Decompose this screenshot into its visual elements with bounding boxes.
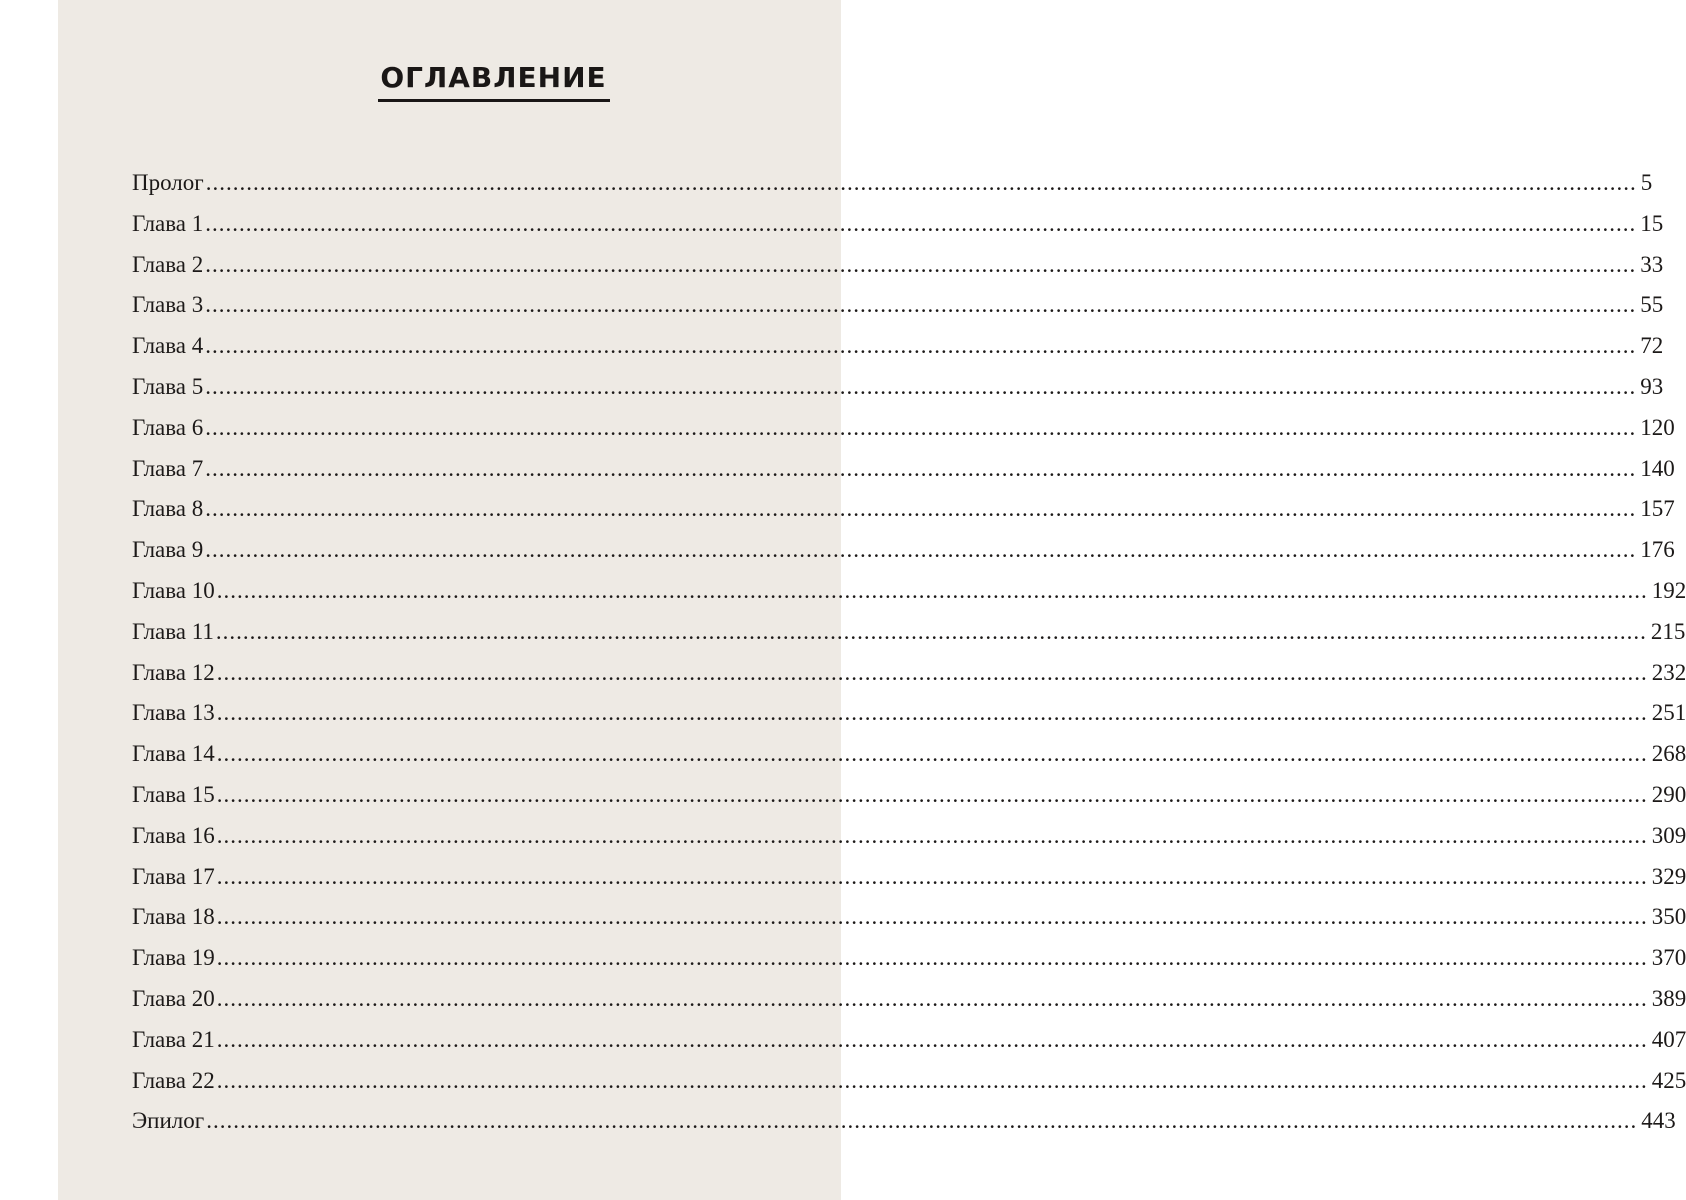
dot-leader [217, 573, 1648, 609]
toc-entry [132, 981, 1686, 1022]
toc-entry [132, 859, 1686, 900]
toc-entry-title: Пролог [132, 170, 204, 195]
toc-entry-page: 15 [1640, 210, 1664, 236]
toc-entry [132, 1063, 1686, 1104]
toc-entry-title: Глава 1 [132, 210, 204, 236]
dot-leader [205, 491, 1636, 527]
toc-entry-page: 370 [1651, 945, 1686, 971]
toc-entry-title: Глава 17 [132, 863, 215, 889]
toc-entry [132, 1022, 1686, 1063]
dot-leader [217, 1063, 1648, 1099]
dot-leader [205, 532, 1636, 568]
toc-entry-page: 120 [1640, 414, 1675, 440]
toc-entry [132, 451, 1675, 492]
toc-entry-title: Глава 22 [132, 1067, 215, 1093]
toc-entry-page: 232 [1651, 659, 1686, 685]
toc-entry-title: Глава 7 [132, 455, 204, 481]
toc-entry-page: 290 [1651, 781, 1686, 807]
toc-entry-page: 425 [1651, 1067, 1686, 1093]
toc-entry-title: Глава 5 [132, 373, 204, 399]
dot-leader [217, 981, 1648, 1017]
dot-leader [217, 655, 1648, 691]
toc-entry-page: 268 [1651, 741, 1686, 767]
toc-entry-title: Глава 9 [132, 537, 204, 563]
toc-entry [132, 491, 1675, 532]
toc-entry [132, 940, 1686, 981]
toc-entry [132, 573, 1686, 614]
toc-entry [132, 532, 1675, 573]
toc-entry-page: 5 [1640, 170, 1653, 195]
dot-leader [217, 859, 1648, 895]
toc-entry-page: 192 [1651, 577, 1686, 603]
toc-entry [132, 287, 1664, 328]
toc-entry [132, 818, 1686, 859]
toc-entry-title: Глава 14 [132, 741, 215, 767]
toc-entry-title: Глава 8 [132, 496, 204, 522]
toc-entry-page: 251 [1651, 700, 1686, 726]
toc-entry [132, 655, 1686, 696]
toc-entry [132, 899, 1686, 940]
toc-entry-title: Глава 16 [132, 822, 215, 848]
toc-entry [132, 328, 1664, 369]
toc-entry-title: Глава 3 [132, 292, 204, 318]
dot-leader [205, 206, 1636, 242]
toc-entry [132, 206, 1664, 247]
toc-entry-title: Глава 18 [132, 904, 215, 930]
toc-entry-title: Глава 21 [132, 1026, 215, 1052]
dot-leader [205, 369, 1636, 405]
dot-leader [217, 1022, 1648, 1058]
toc-entry-page: 329 [1651, 863, 1686, 889]
toc-entry-page: 72 [1640, 333, 1664, 359]
toc-entry-page: 176 [1640, 537, 1675, 563]
toc-entry-page: 350 [1651, 904, 1686, 930]
toc-entry [132, 369, 1664, 410]
toc-entry-title: Глава 12 [132, 659, 215, 685]
toc-entry [132, 247, 1664, 288]
toc-entry-title: Глава 19 [132, 945, 215, 971]
toc-entry-page: 55 [1640, 292, 1664, 318]
toc-entry [132, 695, 1686, 736]
toc-entry-title: Глава 13 [132, 700, 215, 726]
toc-entry-page: 33 [1640, 251, 1664, 277]
dot-leader [205, 328, 1636, 364]
toc-entry-page: 407 [1651, 1026, 1686, 1052]
toc-entry-title: Глава 10 [132, 577, 215, 603]
dot-leader [205, 410, 1636, 446]
table-of-contents [132, 165, 1686, 1144]
dot-leader [205, 247, 1636, 283]
toc-entry [132, 410, 1675, 451]
toc-entry-page: 157 [1640, 496, 1675, 522]
toc-entry-title: Глава 2 [132, 251, 204, 277]
toc-entry-page: 309 [1651, 822, 1686, 848]
title-underline [378, 99, 610, 102]
toc-entry [132, 614, 1686, 655]
dot-leader [205, 451, 1636, 487]
toc-entry-page: 140 [1640, 455, 1675, 481]
dot-leader [206, 1103, 1637, 1139]
toc-entry-title: Эпилог [132, 1108, 205, 1134]
dot-leader [217, 940, 1648, 976]
toc-entry-page: 215 [1650, 618, 1686, 644]
toc-entry [132, 1103, 1676, 1144]
dot-leader [216, 614, 1647, 650]
dot-leader [206, 165, 1637, 201]
toc-entry [132, 777, 1686, 818]
toc-entry [132, 736, 1686, 777]
dot-leader [205, 287, 1636, 323]
toc-entry-title: Глава 20 [132, 985, 215, 1011]
dot-leader [217, 818, 1648, 854]
page-title: ОГЛАВЛЕНИЕ [380, 61, 607, 94]
toc-entry-title: Глава 4 [132, 333, 204, 359]
toc-entry-title: Глава 15 [132, 781, 215, 807]
toc-entry-title: Глава 6 [132, 414, 204, 440]
toc-entry-page: 93 [1640, 373, 1664, 399]
book-page [58, 0, 1686, 1200]
dot-leader [217, 899, 1648, 935]
toc-entry-page: 389 [1651, 985, 1686, 1011]
dot-leader [217, 695, 1648, 731]
dot-leader [217, 777, 1648, 813]
dot-leader [217, 736, 1648, 772]
toc-entry [132, 165, 1653, 206]
toc-entry-title: Глава 11 [132, 618, 214, 644]
toc-entry-page: 443 [1641, 1108, 1676, 1134]
